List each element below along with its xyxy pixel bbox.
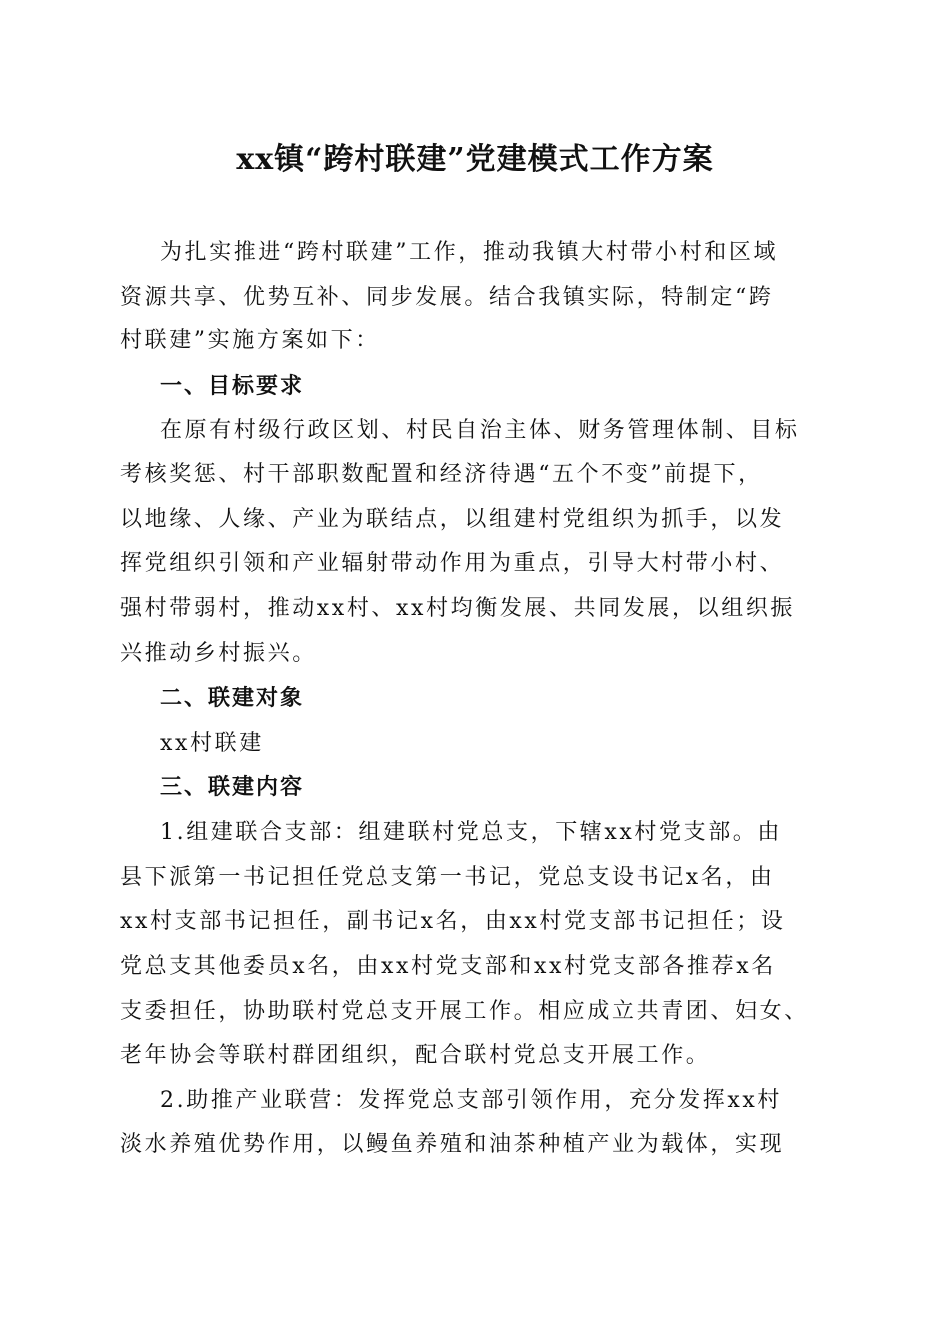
section1-line-3: 以地缘、人缘、产业为联结点，以组建村党组织为抓手，以发 [120, 507, 785, 532]
item1-line-4: 党总支其他委员x名，由xx村党支部和xx村党支部各推荐x名 [120, 954, 776, 979]
item2-line-1: 2.助推产业联营：发挥党总支部引领作用，充分发挥xx村 [160, 1088, 783, 1113]
section1-line-2: 考核奖惩、村干部职数配置和经济待遇“五个不变”前提下， [120, 462, 763, 487]
item1-line-5: 支委担任，协助联村党总支开展工作。相应成立共青团、妇女、 [120, 999, 809, 1024]
intro-line-2: 资源共享、优势互补、同步发展。结合我镇实际，特制定“跨 [120, 285, 774, 310]
section1-heading: 一、目标要求 [160, 374, 305, 399]
intro-line-1: 为扎实推进“跨村联建”工作，推动我镇大村带小村和区域 [160, 240, 779, 265]
item1-line-3: xx村支部书记担任，副书记x名，由xx村党支部书记担任；设 [120, 909, 786, 934]
intro-line-3: 村联建”实施方案如下： [120, 328, 380, 353]
section1-line-6: 兴推动乡村振兴。 [120, 641, 317, 666]
section1-line-5: 强村带弱村，推动xx村、xx村均衡发展、共同发展，以组织振 [120, 596, 796, 621]
section1-line-1: 在原有村级行政区划、村民自治主体、财务管理体制、目标 [160, 418, 800, 443]
item1-line-1: 1.组建联合支部：组建联村党总支，下辖xx村党支部。由 [160, 820, 783, 845]
item1-line-6: 老年协会等联村群团组织，配合联村党总支开展工作。 [120, 1043, 711, 1068]
section1-line-4: 挥党组织引领和产业辐射带动作用为重点，引导大村带小村、 [120, 551, 785, 576]
item2-line-2: 淡水养殖优势作用，以鳗鱼养殖和油茶种植产业为载体，实现 [120, 1132, 785, 1157]
section2-line-1: xx村联建 [160, 731, 264, 756]
section2-heading: 二、联建对象 [160, 686, 305, 711]
document-title: xx镇“跨村联建”党建模式工作方案 [236, 142, 714, 177]
section3-heading: 三、联建内容 [160, 775, 305, 800]
item1-line-2: 县下派第一书记担任党总支第一书记，党总支设书记x名，由 [120, 865, 775, 890]
